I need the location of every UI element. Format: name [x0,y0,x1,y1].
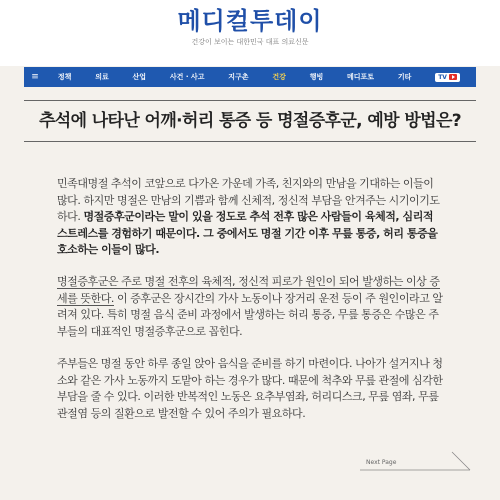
nav-item-industry[interactable]: 산업 [132,73,147,81]
nav-item-mediphoto[interactable]: 메디포토 [347,73,375,81]
site-logo[interactable]: 메디컬투데이 [177,7,323,35]
headline-rule-bottom [24,141,476,142]
article-paragraph-3: 주부들은 명절 동안 하루 종일 앉아 음식을 준비를 하기 마련이다. 나아가 설거지나 청소와 같은 가사 노동까지 도맡아 하는 경우가 많다. 때문에 척추와 무릎 관절에 심각한 부담을 줄 수 있다. 이러한 반복적인 노동은 요추부염좌, 허리디스크, 무릎 염좌, 무릎 관절염 등의 질환으로 발전할 수 있어 주의가 필요하다. [57,357,443,420]
site-header [0,0,500,66]
nav-item-events[interactable]: 행빙 [309,73,324,81]
nav-item-health[interactable]: 건강 [272,73,286,81]
nav-item-etc[interactable]: 기타 [397,73,412,81]
nav-items [46,72,476,82]
nav-item-incidents[interactable]: 사건 · 사고 [169,73,205,81]
tv-button[interactable] [435,73,460,82]
nav-item-medical[interactable]: 의료 [95,73,109,81]
nav-item-policy[interactable]: 정책 [57,73,72,81]
article-headline: 추석에 나타난 어깨·허리 통증 등 명절증후군, 예방 방법은? [38,111,462,131]
main-nav [24,67,476,87]
next-page-label: Next Page [366,459,397,466]
menu-icon[interactable]: ≡ [31,72,39,82]
paragraph-1-emphasis: 명절증후군이라는 말이 있을 정도로 추석 전후 많은 사람들이 육체적, 심리적 스트레스를 경험하기 때문이다. 그 중에서도 명절 기간 이후 무릎 통증, 허리 통증을 호소하는 이들이 많다. [57,210,438,256]
play-icon [449,74,457,80]
article-paragraph-2 [57,274,445,340]
nav-item-world[interactable]: 지구촌 [228,73,249,81]
next-page-link[interactable] [360,450,478,480]
headline-rule-top [24,100,476,101]
tv-label: TV [438,73,447,81]
paragraph-1-text: 민족대명절 추석이 코앞으로 다가온 가운데 가족, 친지와의 만남을 기대하는 이들이 많다. 하지만 명절은 만남의 기쁨과 함께 신체적, 정신적 부담을 안겨주는 시기이기도 하다. [57,177,440,223]
paragraph-2-underlined: 명절증후군은 주로 명절 전후의 육체적, 정신적 피로가 원인이 되어 발생하는 이상 증세를 뜻한다. [57,275,440,305]
site-tagline: 건강이 보이는 대한민국 대표 의료신문 [191,38,309,46]
article-paragraph-1 [57,176,445,259]
paragraph-2-text: 이 증후군은 장시간의 가사 노동이나 장거리 운전 등이 주 원인이라고 알려져 있다. 특히 명절 음식 준비 과정에서 발생하는 허리 통증, 무릎 통증은 수많은 주부들의 대표적인 명절증후군으로 꼽힌다. [57,291,443,338]
